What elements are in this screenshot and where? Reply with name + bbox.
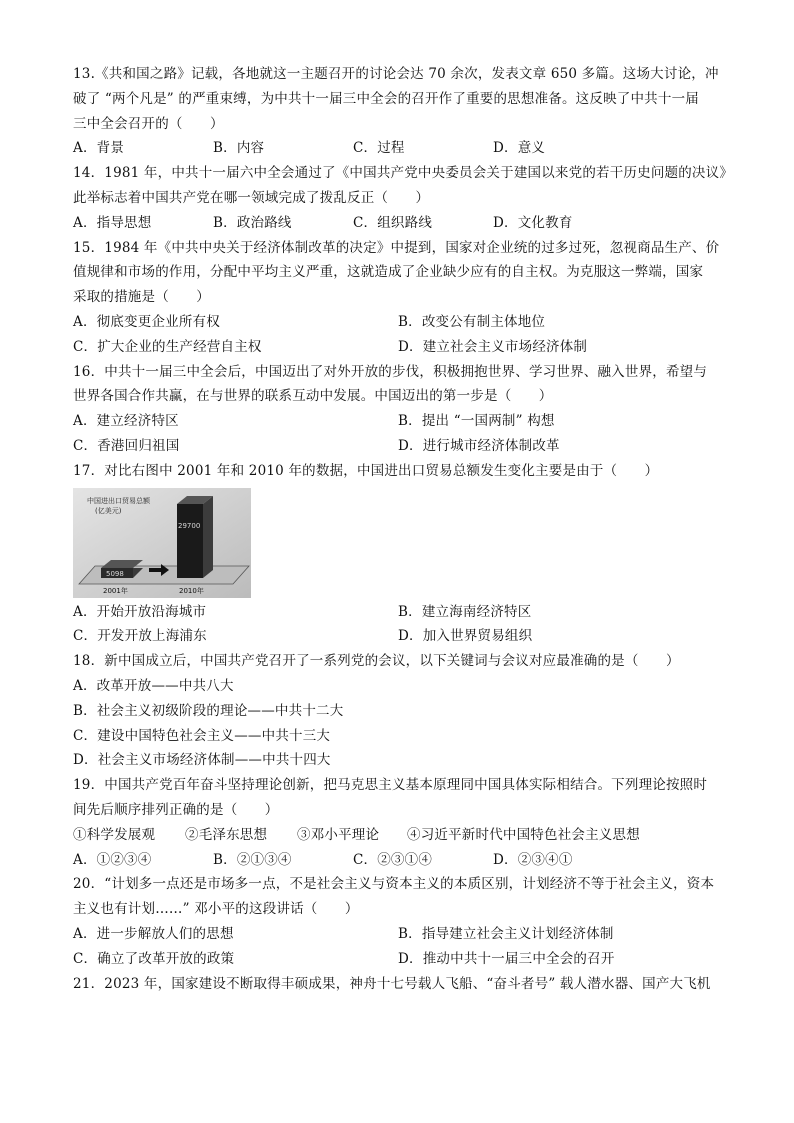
question-18 <box>73 649 723 773</box>
question-16 <box>73 360 723 459</box>
option-c: C．香港回归祖国 <box>73 437 180 454</box>
question-19 <box>73 773 723 872</box>
option-b: B．改变公有制主体地位 <box>398 313 546 330</box>
year-2001-label: 2001年 <box>103 586 128 595</box>
option-d: D．社会主义市场经济体制——中共十四大 <box>73 752 331 769</box>
options-row <box>73 848 723 873</box>
options-row <box>73 310 723 335</box>
question-20 <box>73 872 723 971</box>
option-b: B．建立海南经济特区 <box>398 603 532 620</box>
question-stem: 世界各国合作共赢，在与世界的联系互动中发展。中国迈出的第一步是（ ） <box>73 388 553 405</box>
option-a: A．改革开放——中共八大 <box>73 677 234 694</box>
option-a: A．①②③④ <box>73 851 152 868</box>
option-a: A．进一步解放人们的思想 <box>73 925 234 942</box>
option-b: B．政治路线 <box>213 214 292 231</box>
chart-title-line2: (亿美元) <box>95 506 122 515</box>
option-c: C．组织路线 <box>353 214 433 231</box>
theory-item: ④习近平新时代中国特色社会主义思想 <box>407 826 640 843</box>
question-stem: 14．1981 年，中共十一届六中全会通过了《中国共产党中央委员会关于建国以来党的若干历史问题的决议》 <box>73 165 734 182</box>
theory-list <box>73 823 723 848</box>
option-c: C．建设中国特色社会主义——中共十三大 <box>73 727 331 744</box>
trade-chart-area <box>73 484 723 600</box>
option-c: C．开发开放上海浦东 <box>73 628 207 645</box>
question-stem: 13.《共和国之路》记载，各地就这一主题召开的讨论会达 70 余次，发表文章 650 多篇。这场大讨论，冲 <box>73 66 719 82</box>
option-d: D．意义 <box>493 140 546 157</box>
question-15 <box>73 236 723 360</box>
option-c: C．确立了改革开放的政策 <box>73 950 235 967</box>
option-d: D．加入世界贸易组织 <box>398 628 533 645</box>
options-row <box>73 434 723 459</box>
option-a: A．建立经济特区 <box>73 413 179 430</box>
option-a: A．开始开放沿海城市 <box>73 603 207 620</box>
options-row <box>73 624 723 649</box>
option-d: D．文化教育 <box>493 214 573 231</box>
question-17 <box>73 459 723 649</box>
option-a: A．背景 <box>73 140 125 157</box>
option-d: D．②③④① <box>493 851 573 868</box>
question-21 <box>73 972 723 997</box>
question-stem: 采取的措施是（ ） <box>73 289 210 306</box>
bar-2010-value: 29700 <box>178 521 201 530</box>
options-row <box>73 211 723 236</box>
options-row <box>73 922 723 947</box>
theory-item: ②毛泽东思想 <box>185 826 268 843</box>
bar-2001-value: 5098 <box>106 569 124 578</box>
question-stem: 破了 “两个凡是” 的严重束缚，为中共十一届三中全会的召开作了重要的思想准备。这反映了中共十一届 <box>73 90 699 107</box>
question-stem: 20．“计划多一点还是市场多一点，不是社会主义与资本主义的本质区别，计划经济不等于社会主义，资本 <box>73 876 715 893</box>
option-b: B．社会主义初级阶段的理论——中共十二大 <box>73 702 344 719</box>
question-stem: 18．新中国成立后，中国共产党召开了一系列党的会议，以下关键词与会议对应最准确的是（ ） <box>73 653 680 670</box>
option-c: C．过程 <box>353 140 405 157</box>
exam-page <box>73 62 734 996</box>
question-stem: 15．1984 年《中共中央关于经济体制改革的决定》中提到，国家对企业统的过多过死，忽视商品生产、价 <box>73 239 720 256</box>
options-row <box>73 136 723 161</box>
question-stem: 此举标志着中国共产党在哪一领域完成了拨乱反正（ ） <box>73 189 430 206</box>
question-14 <box>73 161 734 235</box>
year-2010-label: 2010年 <box>179 586 204 595</box>
option-b: B．指导建立社会主义计划经济体制 <box>398 925 614 942</box>
option-d: D．建立社会主义市场经济体制 <box>398 338 588 355</box>
question-stem: 三中全会召开的（ ） <box>73 115 224 132</box>
options-row <box>73 335 723 360</box>
question-stem: 值规律和市场的作用，分配中平均主义严重，这就造成了企业缺少应有的自主权。为克服这一弊端，国家 <box>73 264 704 281</box>
question-stem: 16．中共十一届三中全会后，中国迈出了对外开放的步伐，积极拥抱世界、学习世界、融入世界，希望与 <box>73 363 708 380</box>
options-row <box>73 409 723 434</box>
option-a: A．彻底变更企业所有权 <box>73 313 220 330</box>
trade-chart-image <box>73 488 251 598</box>
question-13 <box>73 62 723 161</box>
option-c: C．扩大企业的生产经营自主权 <box>73 338 262 355</box>
options-row <box>73 600 723 625</box>
option-d: D．进行城市经济体制改革 <box>398 437 560 454</box>
option-a: A．指导思想 <box>73 214 152 231</box>
theory-item: ③邓小平理论 <box>297 826 380 843</box>
options-row <box>73 947 723 972</box>
option-b: B．②①③④ <box>213 851 292 868</box>
question-stem: 17．对比右图中 2001 年和 2010 年的数据，中国进出口贸易总额发生变化主要是由于（ ） <box>73 462 659 479</box>
option-b: B．提出 “一国两制” 构想 <box>398 413 555 430</box>
question-stem: 21．2023 年，国家建设不断取得丰硕成果，神舟十七号载人飞船、“奋斗者号” 载人潜水器、国产大飞机 <box>73 975 711 992</box>
option-b: B．内容 <box>213 140 265 157</box>
trade-chart-svg <box>73 488 251 598</box>
chart-title-line1: 中国进出口贸易总额 <box>87 496 150 505</box>
question-stem: 间先后顺序排列正确的是（ ） <box>73 801 279 818</box>
question-stem: 19．中国共产党百年奋斗坚持理论创新，把马克思主义基本原理同中国具体实际相结合。下列理论按照时 <box>73 777 708 794</box>
theory-item: ①科学发展观 <box>73 826 156 843</box>
question-stem: 主义也有计划……” 邓小平的这段讲话（ ） <box>73 901 359 918</box>
option-c: C．②③①④ <box>353 851 433 868</box>
option-d: D．推动中共十一届三中全会的召开 <box>398 950 615 967</box>
